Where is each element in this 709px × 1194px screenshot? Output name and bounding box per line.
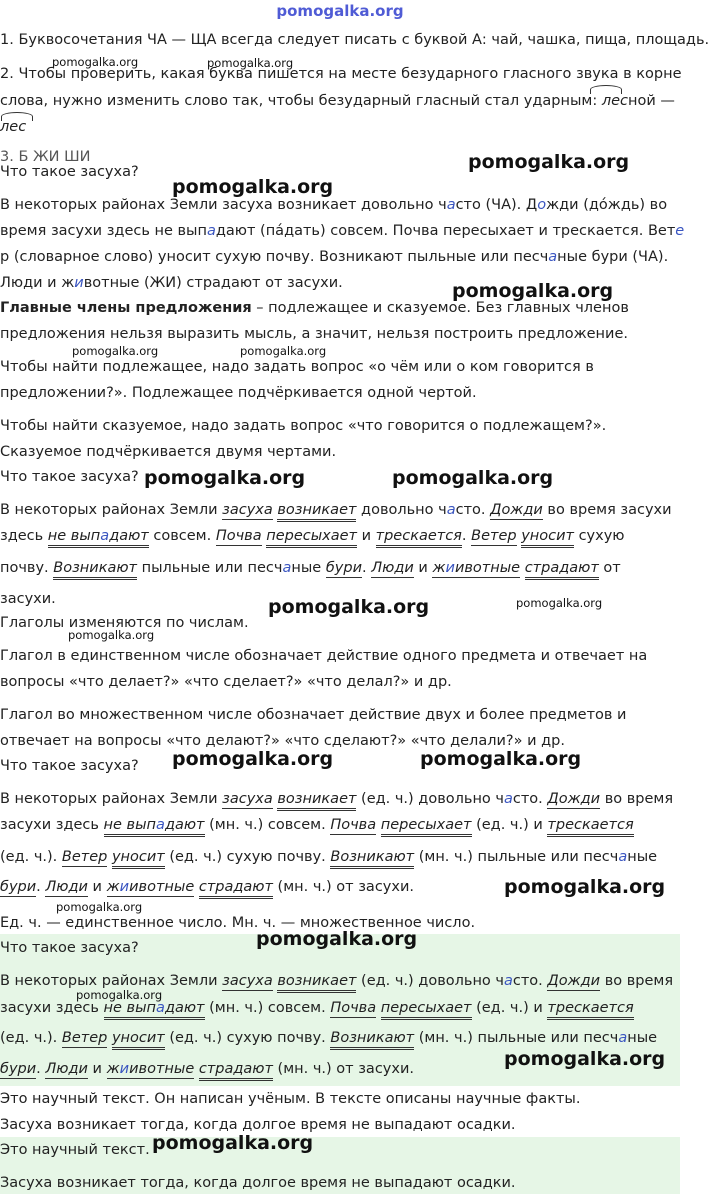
vowel-mark: а [446, 502, 456, 518]
subject: бури [0, 879, 37, 895]
watermark: pomogalka.org [172, 176, 334, 198]
predicate: Возникают [330, 849, 414, 869]
vowel-mark: а [100, 528, 110, 544]
subject: бури [325, 560, 362, 576]
text: вотные (ЖИ) страдают от засухи. [83, 275, 343, 291]
text: довольно ч [413, 973, 504, 989]
s1-line-4 [0, 274, 343, 292]
s2-line-3 [0, 559, 621, 577]
tag: (ед. ч.) [356, 791, 414, 807]
tag: (ед. ч.). [0, 849, 62, 865]
grammar-line-2: Глагол в единственном числе обозначает действие одного предмета и отвечает на [0, 648, 648, 664]
predicate: пересыхает [381, 1000, 472, 1020]
main-members-line-3: Чтобы найти подлежащее, надо задать вопрос «о чём или о ком говорится в [0, 359, 594, 375]
s3-line-3 [0, 848, 657, 866]
subject: бури [0, 1061, 37, 1077]
tag: (мн. ч.) [272, 1061, 332, 1077]
vowel-mark: е [675, 223, 685, 239]
root-arc [590, 85, 622, 94]
text: здесь [0, 528, 48, 544]
text: и [528, 1000, 548, 1016]
text: В некоторых районах Земли засуха возникает довольно ч [0, 197, 447, 213]
main-members-line-6: Сказуемое подчёркивается двумя чертами. [0, 444, 337, 460]
text: засухи здесь [0, 817, 104, 833]
word-part: ж [106, 1061, 120, 1077]
s2-line-4: засухи. [0, 591, 56, 607]
subject: Почва [330, 1000, 377, 1016]
text: Люди и ж [0, 275, 75, 291]
text: ные [627, 1030, 658, 1046]
tag: (ед. ч.) [356, 973, 414, 989]
word-part: дают [109, 528, 149, 544]
tag: (мн. ч.) [414, 849, 473, 865]
subject: Ветер [61, 849, 108, 865]
watermark: pomogalka.org [452, 280, 614, 302]
subject: Дожди [490, 502, 543, 518]
s1-line-2 [0, 222, 684, 240]
subject: засуха [222, 791, 273, 807]
watermark: pomogalka.org [172, 748, 334, 770]
watermark: pomogalka.org [420, 748, 582, 770]
vowel-mark: а [548, 249, 558, 265]
subject: Люди [45, 1061, 88, 1077]
text: и [87, 879, 107, 895]
text: сухую [573, 528, 625, 544]
tag: (мн. ч.) [414, 1030, 473, 1046]
text: . [461, 528, 467, 544]
predicate: возникает [277, 973, 356, 993]
text: дают (пáдать) совсем. Почва пересыхает и трескается. Вет [215, 223, 676, 239]
vowel-mark: а [156, 817, 165, 833]
predicate: уносит [112, 849, 165, 869]
text: – подлежащее и сказуемое. Без главных членов [251, 300, 629, 316]
word-part: не вып [103, 1000, 157, 1016]
subject: Почва [215, 528, 262, 544]
predicate [48, 528, 149, 548]
text: во время засухи [542, 502, 672, 518]
predicate: пересыхает [381, 817, 472, 837]
text: от засухи. [331, 879, 414, 895]
text: довольно ч [413, 791, 504, 807]
text: от [598, 560, 621, 576]
text: и [528, 817, 548, 833]
text: сто. [455, 502, 486, 518]
tag: (ед. ч.) [164, 849, 227, 865]
predicate: пересыхает [266, 528, 357, 548]
final-line-4: Засуха возникает тогда, когда долгое время не выпадают осадки. [0, 1175, 516, 1191]
word-part: ж [106, 879, 120, 895]
subject [107, 1061, 195, 1079]
vowel-mark: о [537, 197, 547, 213]
rule-text: слова, нужно изменить слово так, чтобы безударный гласный стал ударным: [0, 93, 602, 109]
s1-line-3 [0, 248, 668, 266]
predicate [104, 1000, 205, 1020]
subject: Ветер [61, 1030, 108, 1046]
text: сто (ЧА). Д [455, 197, 538, 213]
watermark: pomogalka.org [504, 876, 666, 898]
s4-line-4 [0, 1060, 414, 1078]
text: совсем. [148, 528, 216, 544]
vowel-mark: а [618, 1030, 628, 1046]
text: пыльные или песч [472, 849, 619, 865]
text: довольно ч [356, 502, 447, 518]
word-part: ивотные [129, 1061, 195, 1077]
text: во время [600, 973, 674, 989]
s1-line-1 [0, 196, 667, 214]
question: Что такое засуха? [0, 940, 139, 956]
text: время засухи здесь не вып [0, 223, 207, 239]
watermark: pomogalka.org [504, 1048, 666, 1070]
text: пыльные или песч [137, 560, 283, 576]
text: сто. [512, 973, 543, 989]
subject: Люди [45, 879, 88, 895]
text: сухую почву. [226, 1030, 331, 1046]
main-members-line-5: Чтобы найти сказуемое, надо задать вопрос «что говорится о подлежащем?». [0, 418, 607, 434]
subject: Ветер [471, 528, 517, 544]
vowel-mark: а [503, 791, 513, 807]
text: засухи здесь [0, 1000, 104, 1016]
root-arc-2 [1, 112, 33, 121]
watermark: pomogalka.org [240, 344, 327, 358]
final-line-2: Засуха возникает тогда, когда долгое время не выпадают осадки. [0, 1117, 516, 1133]
s3-line-4 [0, 878, 414, 896]
watermark: pomogalka.org [144, 467, 306, 489]
s3-line-1: В некоторых районах Земли засуха возникает (ед. ч.) довольно часто. Дожди во время [0, 790, 673, 808]
watermark: pomogalka.org [268, 596, 430, 618]
predicate: возникает [277, 502, 356, 522]
predicate: трескается [376, 528, 462, 548]
subject: засуха [222, 973, 273, 989]
predicate: Возникают [53, 560, 137, 580]
s2-line-2 [0, 527, 625, 545]
grammar-line-4: Глагол во множественном числе обозначает действие двух и более предметов и [0, 707, 627, 723]
watermark: pomogalka.org [68, 628, 155, 642]
text: жди (до́ждь) во [546, 197, 668, 213]
vowel-mark: а [156, 1000, 165, 1016]
predicate: страдают [525, 560, 599, 580]
s4-line-3 [0, 1029, 657, 1047]
vowel-mark: а [206, 223, 216, 239]
text: во время [600, 791, 674, 807]
cut-line: 3. Б ЖИ ШИ [0, 149, 91, 165]
text: пыльные или песч [472, 1030, 619, 1046]
question: Что такое засуха? [0, 164, 139, 180]
text: совсем. [263, 1000, 331, 1016]
text: от засухи. [331, 1061, 414, 1077]
tag: (мн. ч.) [204, 1000, 264, 1016]
text: ные [291, 560, 326, 576]
grammar-line-1: Глаголы изменяются по числам. [0, 615, 249, 631]
final-line-1: Это научный текст. Он написан учёным. В тексте описаны научные факты. [0, 1091, 581, 1107]
predicate: возникает [277, 791, 356, 811]
watermark: pomogalka.org [152, 1132, 314, 1154]
watermark: pomogalka.org [392, 467, 554, 489]
watermark: pomogalka.org [256, 928, 418, 950]
tag: (ед. ч.) [471, 817, 529, 833]
watermark: pomogalka.org [468, 151, 630, 173]
text: совсем. [263, 817, 331, 833]
rule-2-line-2 [0, 92, 675, 110]
text: и [87, 1061, 107, 1077]
tag: (ед. ч.) [164, 1030, 227, 1046]
vowel-mark: и [74, 275, 84, 291]
word-part: не вып [103, 817, 157, 833]
word-part: дают [164, 817, 205, 833]
vowel-mark: а [282, 560, 292, 576]
tag: (мн. ч.) [204, 817, 264, 833]
vowel-mark: и [119, 1061, 130, 1077]
watermark: pomogalka.org [52, 55, 139, 69]
main-members-line-2: предложения нельзя выразить мысль, а значит, нельзя построить предложение. [0, 326, 628, 342]
text: р (словарное слово) уносит сухую почву. Возникают пыльные или песч [0, 249, 549, 265]
example-word: лес [601, 93, 629, 109]
subject: засуха [222, 502, 273, 518]
watermark: pomogalka.org [207, 56, 294, 70]
predicate: трескается [547, 1000, 633, 1020]
watermark: pomogalka.org [56, 900, 143, 914]
final-line-3: Это научный текст. [0, 1142, 150, 1158]
watermark: pomogalka.org [76, 988, 163, 1002]
text: сухую почву. [226, 849, 331, 865]
subject: Дожди [547, 973, 601, 989]
watermark: pomogalka.org [516, 596, 603, 610]
text: ные бури (ЧА). [557, 249, 669, 265]
grammar-line-3: вопросы «что делает?» «что сделает?» «что делал?» и др. [0, 674, 452, 690]
question: Что такое засуха? [0, 469, 139, 485]
predicate: страдают [199, 1061, 273, 1081]
vowel-mark: и [119, 879, 130, 895]
text: . [362, 560, 367, 576]
s3-line-2 [0, 816, 634, 834]
subject: Дожди [547, 791, 601, 807]
site-header[interactable]: pomogalka.org [276, 2, 404, 20]
vowel-mark: и [445, 560, 455, 576]
watermark: pomogalka.org [72, 344, 159, 358]
tag: (мн. ч.) [272, 879, 332, 895]
rule-text: ной — [628, 93, 675, 109]
predicate: трескается [547, 817, 633, 837]
vowel-mark: а [618, 849, 628, 865]
text: . [36, 1061, 41, 1077]
grammar-line-5: отвечает на вопросы «что делают?» «что сделают?» «что делали?» и др. [0, 733, 565, 749]
main-members-line-4: предложении?». Подлежащее подчёркивается одной чертой. [0, 385, 477, 401]
rule-2-line-1: 2. Чтобы проверить, какая буква пишется на месте безударного гласного звука в корне [0, 66, 682, 82]
word-part: ж [432, 560, 446, 576]
predicate: уносит [521, 528, 574, 548]
s4-line-1: В некоторых районах Земли засуха возникает (ед. ч.) довольно часто. Дожди во время [0, 972, 673, 990]
subject: Почва [330, 817, 377, 833]
subject: Люди [371, 560, 414, 576]
word-part: не вып [47, 528, 101, 544]
question: Что такое засуха? [0, 758, 139, 774]
subject [107, 879, 195, 897]
predicate: Возникают [330, 1030, 414, 1050]
predicate: страдают [199, 879, 273, 899]
text: почву. [0, 560, 54, 576]
word-part: ивотные [454, 560, 521, 576]
subject [432, 560, 520, 578]
tag: (ед. ч.) [471, 1000, 529, 1016]
text: и [413, 560, 433, 576]
word-part: дают [164, 1000, 205, 1016]
predicate [104, 817, 205, 837]
text: сто. [512, 791, 543, 807]
s2-line-1: В некоторых районах Земли засуха возникает довольно часто. Дожди во время засухи [0, 501, 672, 519]
tag: (ед. ч.). [0, 1030, 62, 1046]
text: и [357, 528, 376, 544]
legend: Ед. ч. — единственное число. Мн. ч. — множественное число. [0, 915, 476, 931]
predicate: уносит [112, 1030, 165, 1050]
vowel-mark: а [446, 197, 456, 213]
word-part: ивотные [129, 879, 195, 895]
rule-1: 1. Буквосочетания ЧА — ЩА всегда следует писать с буквой А: чай, чашка, пища, площадь. [0, 32, 709, 48]
example-word-root: лес [0, 119, 27, 135]
term-title: Главные члены предложения [0, 300, 252, 316]
text: . [36, 879, 41, 895]
vowel-mark: а [503, 973, 513, 989]
text: ные [627, 849, 658, 865]
